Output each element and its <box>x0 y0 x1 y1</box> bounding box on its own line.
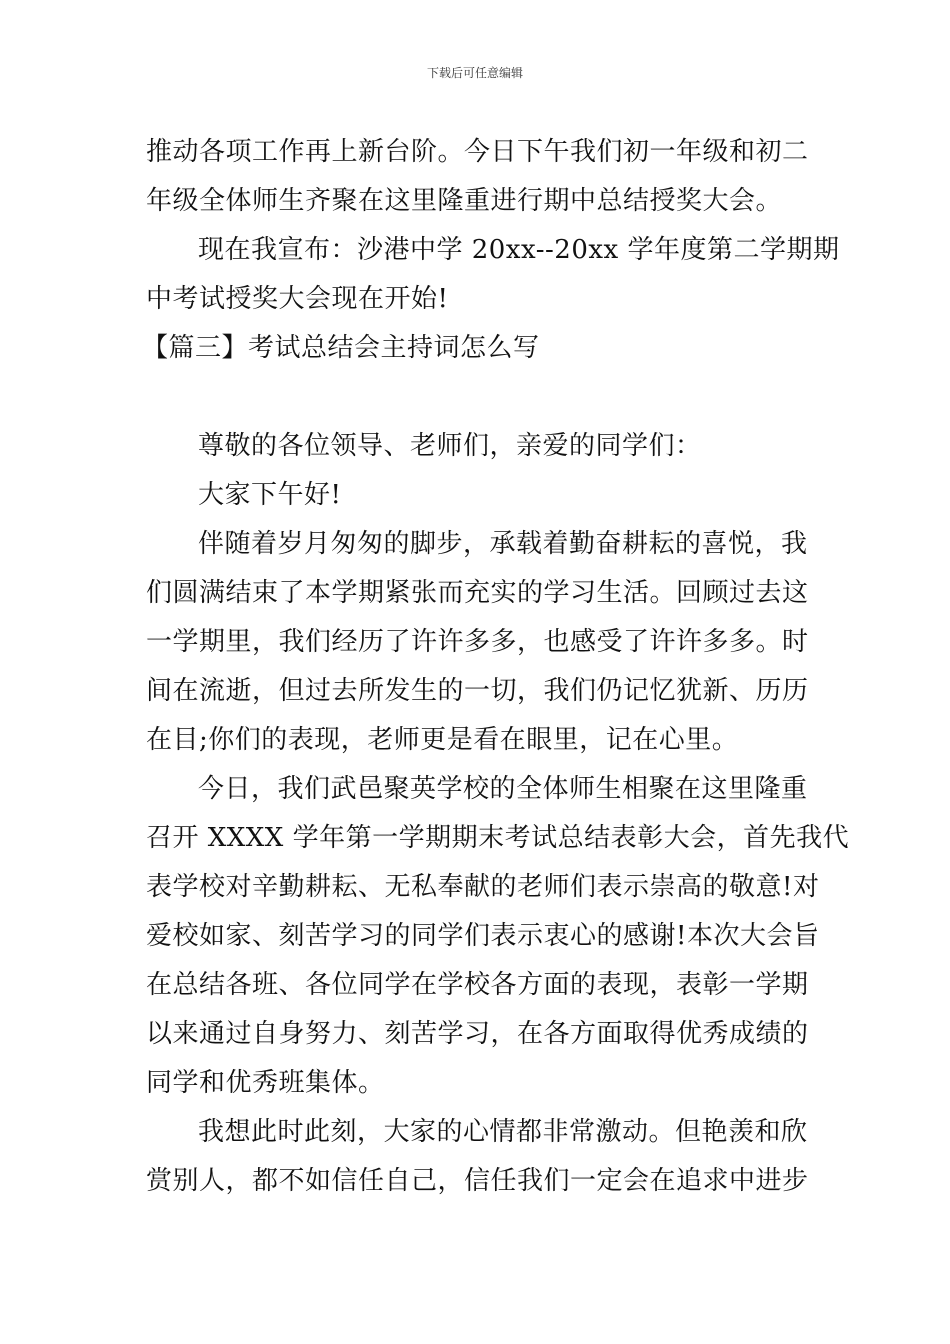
text-line: 一学期里，我们经历了许许多多，也感受了许许多多。时 <box>146 627 809 657</box>
greeting: 大家下午好! <box>198 480 342 510</box>
blank-line <box>146 373 810 422</box>
text-line: 同学和优秀班集体。 <box>146 1068 385 1098</box>
text-line: 中考试授奖大会现在开始! <box>146 284 449 314</box>
text-line: 年级全体师生齐聚在这里隆重进行期中总结授奖大会。 <box>146 186 783 216</box>
text-line: 赏别人，都不如信任自己，信任我们一定会在追求中进步 <box>146 1166 809 1196</box>
text-line: 我想此时此刻，大家的心情都非常激动。但艳羡和欣 <box>198 1117 808 1147</box>
page-header-note: 下载后可任意编辑 <box>426 66 523 80</box>
text-line: 现在我宣布：沙港中学 20xx--20xx 学年度第二学期期 <box>198 235 840 265</box>
text-line: 在总结各班、各位同学在学校各方面的表现，表彰一学期 <box>146 970 809 1000</box>
text-line: 爱校如家、刻苦学习的同学们表示衷心的感谢!本次大会旨 <box>146 921 820 951</box>
salutation: 尊敬的各位领导、老师们，亲爱的同学们： <box>198 431 702 461</box>
text-line: 召开 XXXX 学年第一学期期末考试总结表彰大会，首先我代 <box>146 823 850 853</box>
text-line: 今日，我们武邑聚英学校的全体师生相聚在这里隆重 <box>198 774 808 804</box>
text-line: 间在流逝，但过去所发生的一切，我们仍记忆犹新、历历 <box>146 676 809 706</box>
document-body <box>142 128 850 1206</box>
text-line: 表学校对辛勤耕耘、无私奉献的老师们表示崇高的敬意!对 <box>146 872 820 902</box>
section-heading: 【篇三】考试总结会主持词怎么写 <box>142 333 540 363</box>
text-line: 伴随着岁月匆匆的脚步，承载着勤奋耕耘的喜悦，我 <box>198 529 808 559</box>
text-line: 们圆满结束了本学期紧张而充实的学习生活。回顾过去这 <box>146 578 809 608</box>
text-line: 推动各项工作再上新台阶。今日下午我们初一年级和初二 <box>146 137 809 167</box>
text-line: 以来通过自身努力、刻苦学习，在各方面取得优秀成绩的 <box>146 1019 809 1049</box>
text-line: 在目;你们的表现，老师更是看在眼里，记在心里。 <box>146 725 739 755</box>
